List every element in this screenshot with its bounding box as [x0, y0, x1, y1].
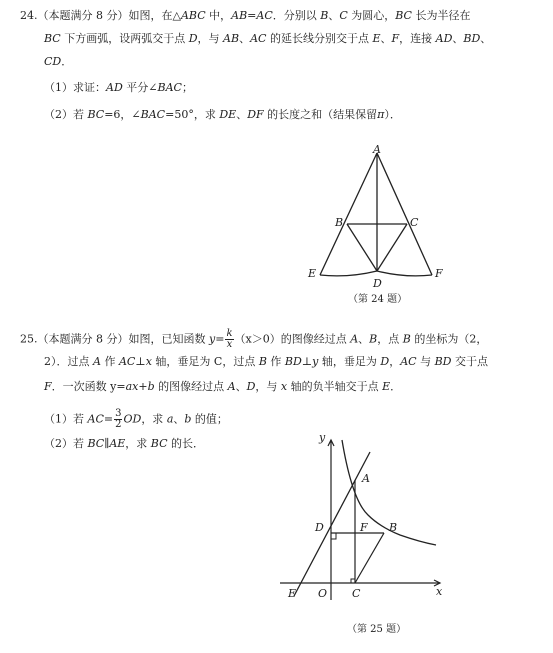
q25-text: x	[145, 355, 152, 368]
q25-text: D	[380, 355, 390, 368]
q25-text: ，	[389, 355, 401, 368]
q24-text: AB	[223, 32, 240, 45]
label-C: C	[352, 587, 361, 600]
label-F: F	[360, 521, 368, 534]
label-x: x	[436, 585, 443, 598]
q24-text: BAC	[157, 81, 182, 94]
q25-text: A	[227, 380, 236, 393]
label-y: y	[319, 431, 326, 444]
q25-text: =	[103, 412, 114, 426]
q25-text: x	[280, 380, 288, 393]
q25-text: AE	[109, 437, 126, 450]
q24-text: B	[320, 9, 329, 22]
label-B: B	[335, 216, 344, 229]
q24-text: BC	[44, 32, 61, 45]
q24-text: 、	[380, 32, 392, 45]
q25-text: ．一次函数 y=	[51, 380, 126, 393]
q24-text: π	[377, 108, 385, 121]
q25-text: 如图，已知函数	[128, 332, 209, 346]
q24-text: AD	[106, 81, 123, 94]
q25-text: A	[350, 332, 359, 346]
q24-text: ，连接	[399, 32, 436, 45]
label-E: E	[308, 267, 317, 280]
q24-text: ABC	[180, 9, 206, 22]
q24-text: F	[391, 32, 400, 45]
line-AE	[294, 452, 370, 596]
q24-text: ，与	[197, 32, 224, 45]
q25-text: y	[312, 355, 319, 368]
q25-text: 、	[358, 332, 370, 346]
q24-text: 如图，在△	[128, 9, 181, 22]
q25-text: AC	[87, 412, 104, 426]
q25-text: 的坐标为（2，	[410, 332, 488, 346]
q24-text: 下方画弧，设两弧交于点	[60, 32, 189, 45]
q24-text: BD	[463, 32, 481, 45]
q25-text: ，点	[377, 332, 403, 346]
q25-text: 作	[100, 355, 119, 368]
q25-text: 轴的负半轴交于点	[287, 380, 383, 393]
q25-text: ⊥	[135, 355, 146, 368]
q25-text: b	[147, 380, 155, 393]
q25-text: y	[209, 332, 216, 346]
q24-text: E	[372, 32, 381, 45]
q24-text: 、	[328, 9, 340, 22]
q24-text: 、	[239, 32, 251, 45]
label-D: D	[373, 277, 382, 290]
q25-text: F	[44, 380, 52, 393]
q25-text: 交于点	[451, 355, 488, 368]
q24-text: =50°，求	[165, 108, 220, 121]
q25-text: +	[138, 380, 148, 393]
q25-text: 2	[115, 419, 122, 430]
q25-text: B	[369, 332, 378, 346]
q24-text: ；	[181, 81, 193, 94]
q24-text: ．	[61, 55, 73, 68]
figure-24-caption: （第 24 题）	[348, 294, 408, 305]
q25-text: 的值；	[191, 412, 228, 426]
label-C: C	[410, 216, 419, 229]
q25-text: k	[226, 328, 233, 339]
q24-text: 、	[480, 32, 492, 45]
q24-text: ）．	[384, 108, 401, 121]
q25-text: BD	[284, 355, 302, 368]
q25-text: 与	[416, 355, 435, 368]
q25-text: =	[215, 332, 225, 346]
q25-text: （1）若	[44, 412, 88, 426]
q25-text: OD	[123, 412, 142, 426]
label-E: E	[288, 587, 297, 600]
q24-text: BAC	[140, 108, 166, 121]
q25-text: 的图像经过点	[154, 380, 228, 393]
q25-text: 2）．过点	[44, 355, 93, 368]
q25-number: 25.	[20, 332, 38, 346]
q25-text: ，求	[125, 437, 151, 450]
q24-text: 、	[452, 32, 464, 45]
q24-text: 平分∠	[122, 81, 158, 94]
q25-text: 的图像经过点	[280, 332, 351, 346]
q25-text: D	[246, 380, 256, 393]
q24-text: DE	[219, 108, 237, 121]
q24-text: AB=AC	[231, 9, 273, 22]
figure-25-caption: （第 25 题）	[347, 624, 407, 635]
right-angle-D	[331, 533, 336, 539]
q25-text: x	[226, 339, 233, 350]
q24-text: 、	[236, 108, 248, 121]
q25-text: 作	[266, 355, 285, 368]
q25-text: ax	[125, 380, 139, 393]
q24-score: （本题满分 8 分）	[37, 9, 129, 22]
line-BC	[355, 533, 384, 583]
q25-text: BC	[87, 437, 105, 450]
q25-text: （x＞0）	[234, 332, 281, 346]
q24-text: （2）若	[44, 108, 88, 121]
q25-text: 、	[235, 380, 247, 393]
q25-text: ⊥	[301, 355, 313, 368]
q25-text: 轴，垂足为 C，过点	[151, 355, 259, 368]
q24-text: 长为半径在	[411, 9, 471, 22]
q25-text: 的长．	[167, 437, 205, 450]
q25-text: AC	[400, 355, 417, 368]
label-B: B	[389, 521, 398, 534]
q24-text: AD	[435, 32, 453, 45]
q25-text: B	[258, 355, 267, 368]
label-A: A	[362, 472, 370, 485]
q25-text: ∥	[104, 437, 110, 450]
q25-text: ．	[390, 380, 402, 393]
label-O: O	[318, 587, 328, 600]
q25-text: BD	[434, 355, 452, 368]
q24-text: AC	[250, 32, 267, 45]
q25-text: ，与	[255, 380, 281, 393]
q25-text: a	[166, 412, 174, 426]
q25-text: AC	[118, 355, 136, 368]
q24-text: D	[188, 32, 198, 45]
q24-text: BC	[395, 9, 412, 22]
q25-text: b	[184, 412, 192, 426]
q25-text: 、	[173, 412, 185, 426]
q24-text: 为圆心，	[347, 9, 396, 22]
q25-text: E	[382, 380, 391, 393]
q25-score: （本题满分 8 分）	[37, 332, 129, 346]
q25-text: A	[93, 355, 101, 368]
label-F: F	[435, 267, 443, 280]
q25-text: 3	[115, 408, 122, 419]
q25-text: BC	[150, 437, 168, 450]
q24-text: 的长度之和（结果保留	[263, 108, 378, 121]
label-A: A	[373, 143, 381, 156]
q24-number: 24.	[20, 9, 38, 22]
q25-text: B	[402, 332, 411, 346]
q24-text: ．分别以	[272, 9, 321, 22]
q24-text: C	[339, 9, 348, 22]
q24-text: BC	[87, 108, 105, 121]
q25-text: 轴，垂足为	[318, 355, 381, 368]
q24-text: =6，∠	[104, 108, 141, 121]
q24-text: DF	[247, 108, 264, 121]
q25-text: （2）若	[44, 437, 88, 450]
q24-text: （1）求证：	[44, 81, 106, 94]
label-D: D	[315, 521, 324, 534]
q24-text: 的延长线分别交于点	[266, 32, 373, 45]
q24-text: 中，	[205, 9, 232, 22]
q24-text: CD	[44, 55, 62, 68]
q25-text: ，求	[141, 412, 167, 426]
